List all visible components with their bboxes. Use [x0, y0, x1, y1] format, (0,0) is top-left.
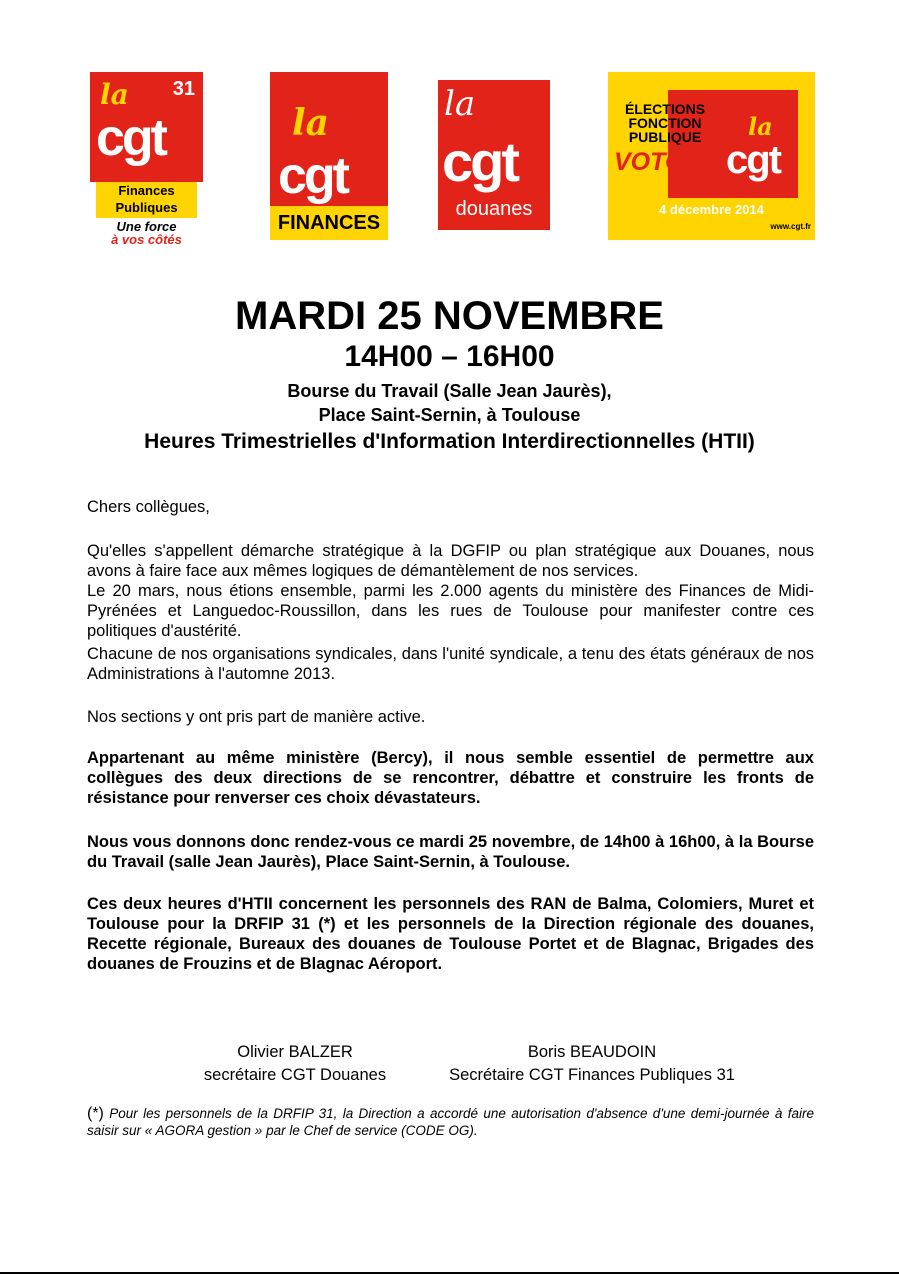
signatory-name: Olivier BALZER — [237, 1043, 353, 1061]
logo-election-date: 4 décembre 2014 — [659, 202, 764, 217]
logo-el-line1: ÉLECTIONS — [624, 101, 706, 117]
logo-el-line3: PUBLIQUE — [628, 129, 702, 145]
signature-block — [428, 1041, 756, 1087]
paragraph-4: Nos sections y ont pris part de manière active. — [87, 708, 426, 726]
page-title: MARDI 25 NOVEMBRE — [235, 294, 664, 338]
logo-cgt-text: cgt — [442, 130, 517, 193]
logo-cgt-text: cgt — [96, 109, 165, 167]
cgt-finances-publiques-logo — [90, 72, 203, 247]
greeting: Chers collègues, — [87, 498, 210, 516]
logo-la-text: la — [748, 112, 773, 141]
logo-douanes-label: douanes — [455, 198, 533, 220]
signature-block — [190, 1041, 400, 1087]
event-hours: 14H00 – 16H00 — [344, 340, 555, 373]
footnote-marker: (*) — [87, 1105, 104, 1122]
event-subject: Heures Trimestrielles d'Information Interdirectionnelles (HTII) — [144, 430, 755, 453]
paragraph-5: Appartenant au même ministère (Bercy), il nous semble essentiel de permettre aux collègues des deux directions de se rencontrer, débattre et construire les fronts de résistance pour renverser ces choix dévastateurs. — [87, 749, 814, 807]
logo-slogan — [90, 220, 203, 246]
paragraph-7: Ces deux heures d'HTII concernent les personnels des RAN de Balma, Colomiers, Muret et Toulouse pour la DRFIP 31 (*) et les personnels de la Direction régionale des douanes, Recette régionale, Bureaux des douanes de Toulouse Portet et de Blagnac, Brigades des douanes de Frouzins et de Blagnac Aéroport. — [87, 895, 814, 973]
venue-line2: Place Saint-Sernin, à Toulouse — [318, 405, 581, 425]
footnote-text: Pour les personnels de la DRFIP 31, la Direction a accordé une autorisation d'absence d'une demi-journée à faire saisir sur « AGORA gestion » par le Chef de service (CODE OG). — [87, 1106, 814, 1138]
bottom-rule — [0, 1272, 899, 1274]
logo-line1: Finances — [118, 183, 175, 198]
logo-cgt-text: cgt — [278, 147, 347, 205]
cgt-finances-logo — [270, 72, 388, 240]
paragraph-1: Qu'elles s'appellent démarche stratégique à la DGFIP ou plan stratégique aux Douanes, nous avons à faire face aux mêmes logiques de démantèlement de nos services. — [87, 542, 814, 580]
paragraph-6: Nous vous donnons donc rendez-vous ce mardi 25 novembre, de 14h00 à 16h00, à la Bourse du Travail (salle Jean Jaurès), Place Saint-Sernin, à Toulouse. — [87, 833, 814, 871]
logo-finances-publiques-label — [96, 182, 197, 218]
paragraph-2: Le 20 mars, nous étions ensemble, parmi les 2.000 agents du ministère des Finances de Midi-Pyrénées et Languedoc-Roussillon, dans les rues de Toulouse pour manifester contre ces politiques d'austérité. — [87, 582, 814, 640]
signatory-name: Boris BEAUDOIN — [527, 1043, 657, 1061]
logo-finances-label: FINANCES — [270, 206, 388, 240]
signatory-role: Secrétaire CGT Finances Publiques 31 — [449, 1066, 735, 1084]
elections-fonction-publique-logo — [608, 72, 815, 240]
logo-slogan2: à vos côtés — [111, 232, 182, 247]
paragraph-3: Chacune de nos organisations syndicales, dans l'unité syndicale, a tenu des états généraux de nos Administrations à l'automne 2013. — [87, 645, 814, 683]
footnote — [87, 1105, 814, 1139]
logo-number: 31 — [172, 78, 195, 100]
logo-votons-text: VOTONS — [614, 148, 720, 176]
signatory-role: secrétaire CGT Douanes — [203, 1066, 387, 1084]
cgt-douanes-logo — [438, 80, 550, 230]
logo-cgt-text: cgt — [726, 138, 780, 182]
logo-la-text: la — [444, 84, 476, 124]
logo-line2: Publiques — [115, 200, 178, 215]
venue-line1: Bourse du Travail (Salle Jean Jaurès), — [287, 381, 612, 401]
logo-la-text: la — [292, 102, 330, 144]
logo-elections-text — [610, 102, 720, 144]
logo-el-line2: FONCTION — [628, 115, 702, 131]
logo-la-text: la — [100, 78, 129, 111]
logo-slogan1: Une force — [116, 219, 177, 234]
logo-url: www.cgt.fr — [770, 222, 811, 231]
